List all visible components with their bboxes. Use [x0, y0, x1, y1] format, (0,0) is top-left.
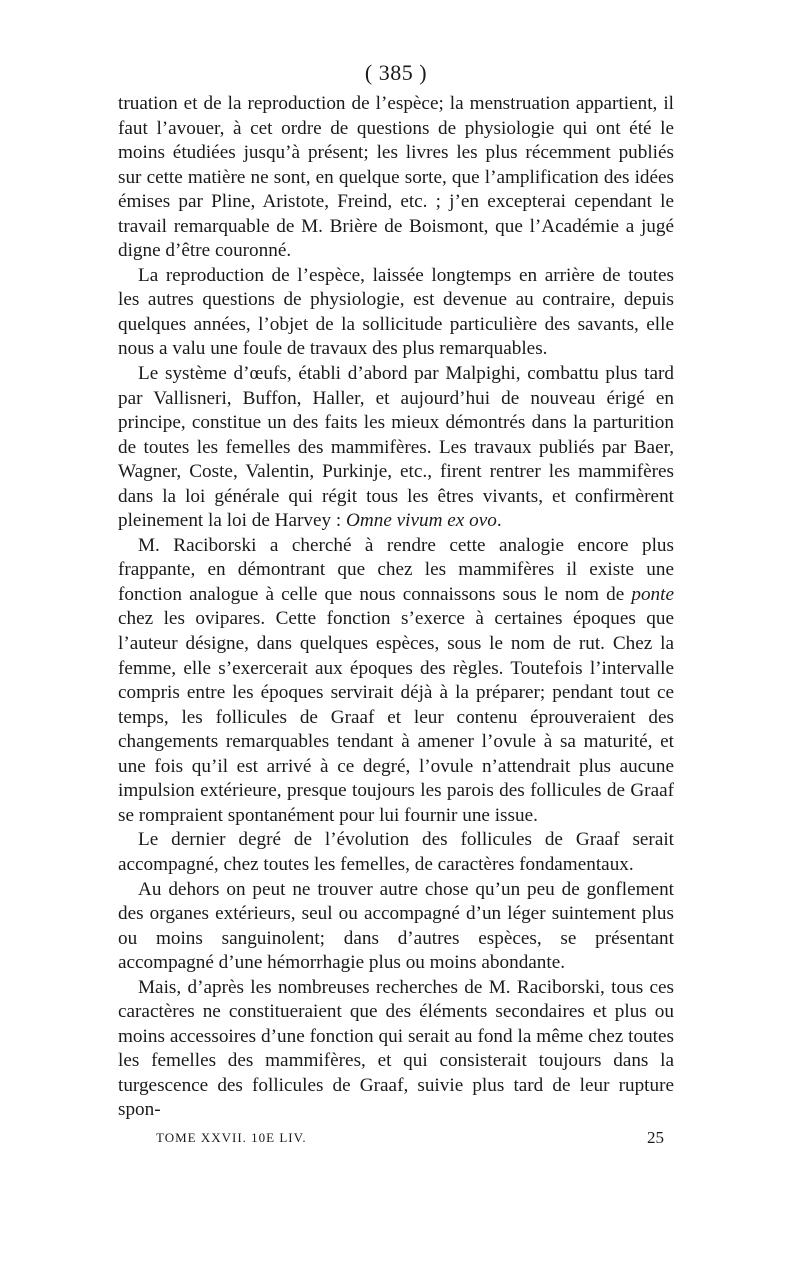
- paragraph-2: [118, 264, 674, 362]
- paragraph-1: [118, 92, 674, 264]
- italic-text: ponte: [631, 583, 674, 605]
- paragraph-text: chez les ovipares. Cette fonction s’exerce à certaines époques que l’auteur désigne, dans quelques espèces, sous le nom de rut. Chez la femme, elle s’exercerait aux époques des règles. Toutefois l’intervalle compris entre les époques servirait déjà à la préparer; pendant tout ce temps, les follicules de Graaf et leur contenu éprouveraient des changements remarquables tendant à amener l’ovule à sa maturité, et une fois qu’il est arrivé à ce degré, l’ovule n’attendrait plus aucune impulsion extérieure, presque toujours les parois des follicules de Graaf se rompraient spontanément pour lui fournir une issue.: [118, 608, 674, 826]
- page-number: ( 385 ): [364, 60, 428, 85]
- paragraph-7: [118, 976, 674, 1123]
- page-footer: [118, 1127, 674, 1149]
- paragraph-text: M. Raciborski a cherché à rendre cette analogie encore plus frappante, en démontrant que chez les mammifères il existe une fonction analogue à celle que nous connaissons sous le nom de: [118, 534, 674, 605]
- paragraph-text: Au dehors on peut ne trouver autre chose qu’un peu de gonflement des organes extérieurs, seul ou accompagné d’un léger suintement plus ou moins sanguinolent; dans d’autres espèces, se présentant accompagné d’une hémorrhagie plus ou moins abondante.: [118, 878, 674, 974]
- italic-text: Omne vivum ex ovo: [346, 510, 497, 532]
- paragraph-6: [118, 878, 674, 976]
- paragraph-3: [118, 362, 674, 534]
- document-page: [118, 58, 674, 1149]
- paragraph-text: Le système d’œufs, établi d’abord par Malpighi, combattu plus tard par Vallisneri, Buffon, Haller, et aujourd’hui de nouveau érigé en principe, constitue un des faits les mieux démontrés dans la parturition de toutes les femelles des mammifères. Les travaux publiés par Baer, Wagner, Coste, Valentin, Purkinje, etc., firent rentrer les mammifères dans la loi générale qui régit tous les êtres vivants, et confirmèrent pleinement la loi de Harvey :: [118, 363, 674, 532]
- paragraph-text: La reproduction de l’espèce, laissée longtemps en arrière de toutes les autres questions de physiologie, est devenue au contraire, depuis quelques années, l’objet de la sollicitude particulière des savants, elle nous a valu une foule de travaux des plus remarquables.: [118, 264, 674, 360]
- paragraph-text: truation et de la reproduction de l’espèce; la menstruation appartient, il faut l’avouer, à cet ordre de questions de physiologie qui ont été le moins étudiées jusqu’à présent; les livres les plus récemment publiés sur cette matière ne sont, en quelque sorte, que l’amplification des idées émises par Pline, Aristote, Freind, etc. ; j’en excepterai cependant le travail remarquable de M. Brière de Boismont, que l’Académie a jugé digne d’être couronné.: [118, 93, 674, 262]
- paragraph-text: Le dernier degré de l’évolution des follicules de Graaf serait accompagné, chez toutes les femelles, de caractères fondamentaux.: [118, 829, 674, 875]
- signature-mark: TOME XXVII. 10E LIV.: [156, 1129, 307, 1145]
- paragraph-text: .: [496, 510, 502, 532]
- text-body: [118, 92, 674, 1123]
- paragraph-4: [118, 534, 674, 829]
- folio-number: 25: [647, 1127, 664, 1147]
- paragraph-text: Mais, d’après les nombreuses recherches de M. Raciborski, tous ces caractères ne constitueraient que des éléments secondaires et plus ou moins accessoires d’une fonction qui serait au fond la même chez toutes les femelles des mammifères, et qui consisterait toujours dans la turgescence des follicules de Graaf, suivie plus tard de leur rupture spon-: [118, 976, 674, 1121]
- paragraph-5: [118, 828, 674, 877]
